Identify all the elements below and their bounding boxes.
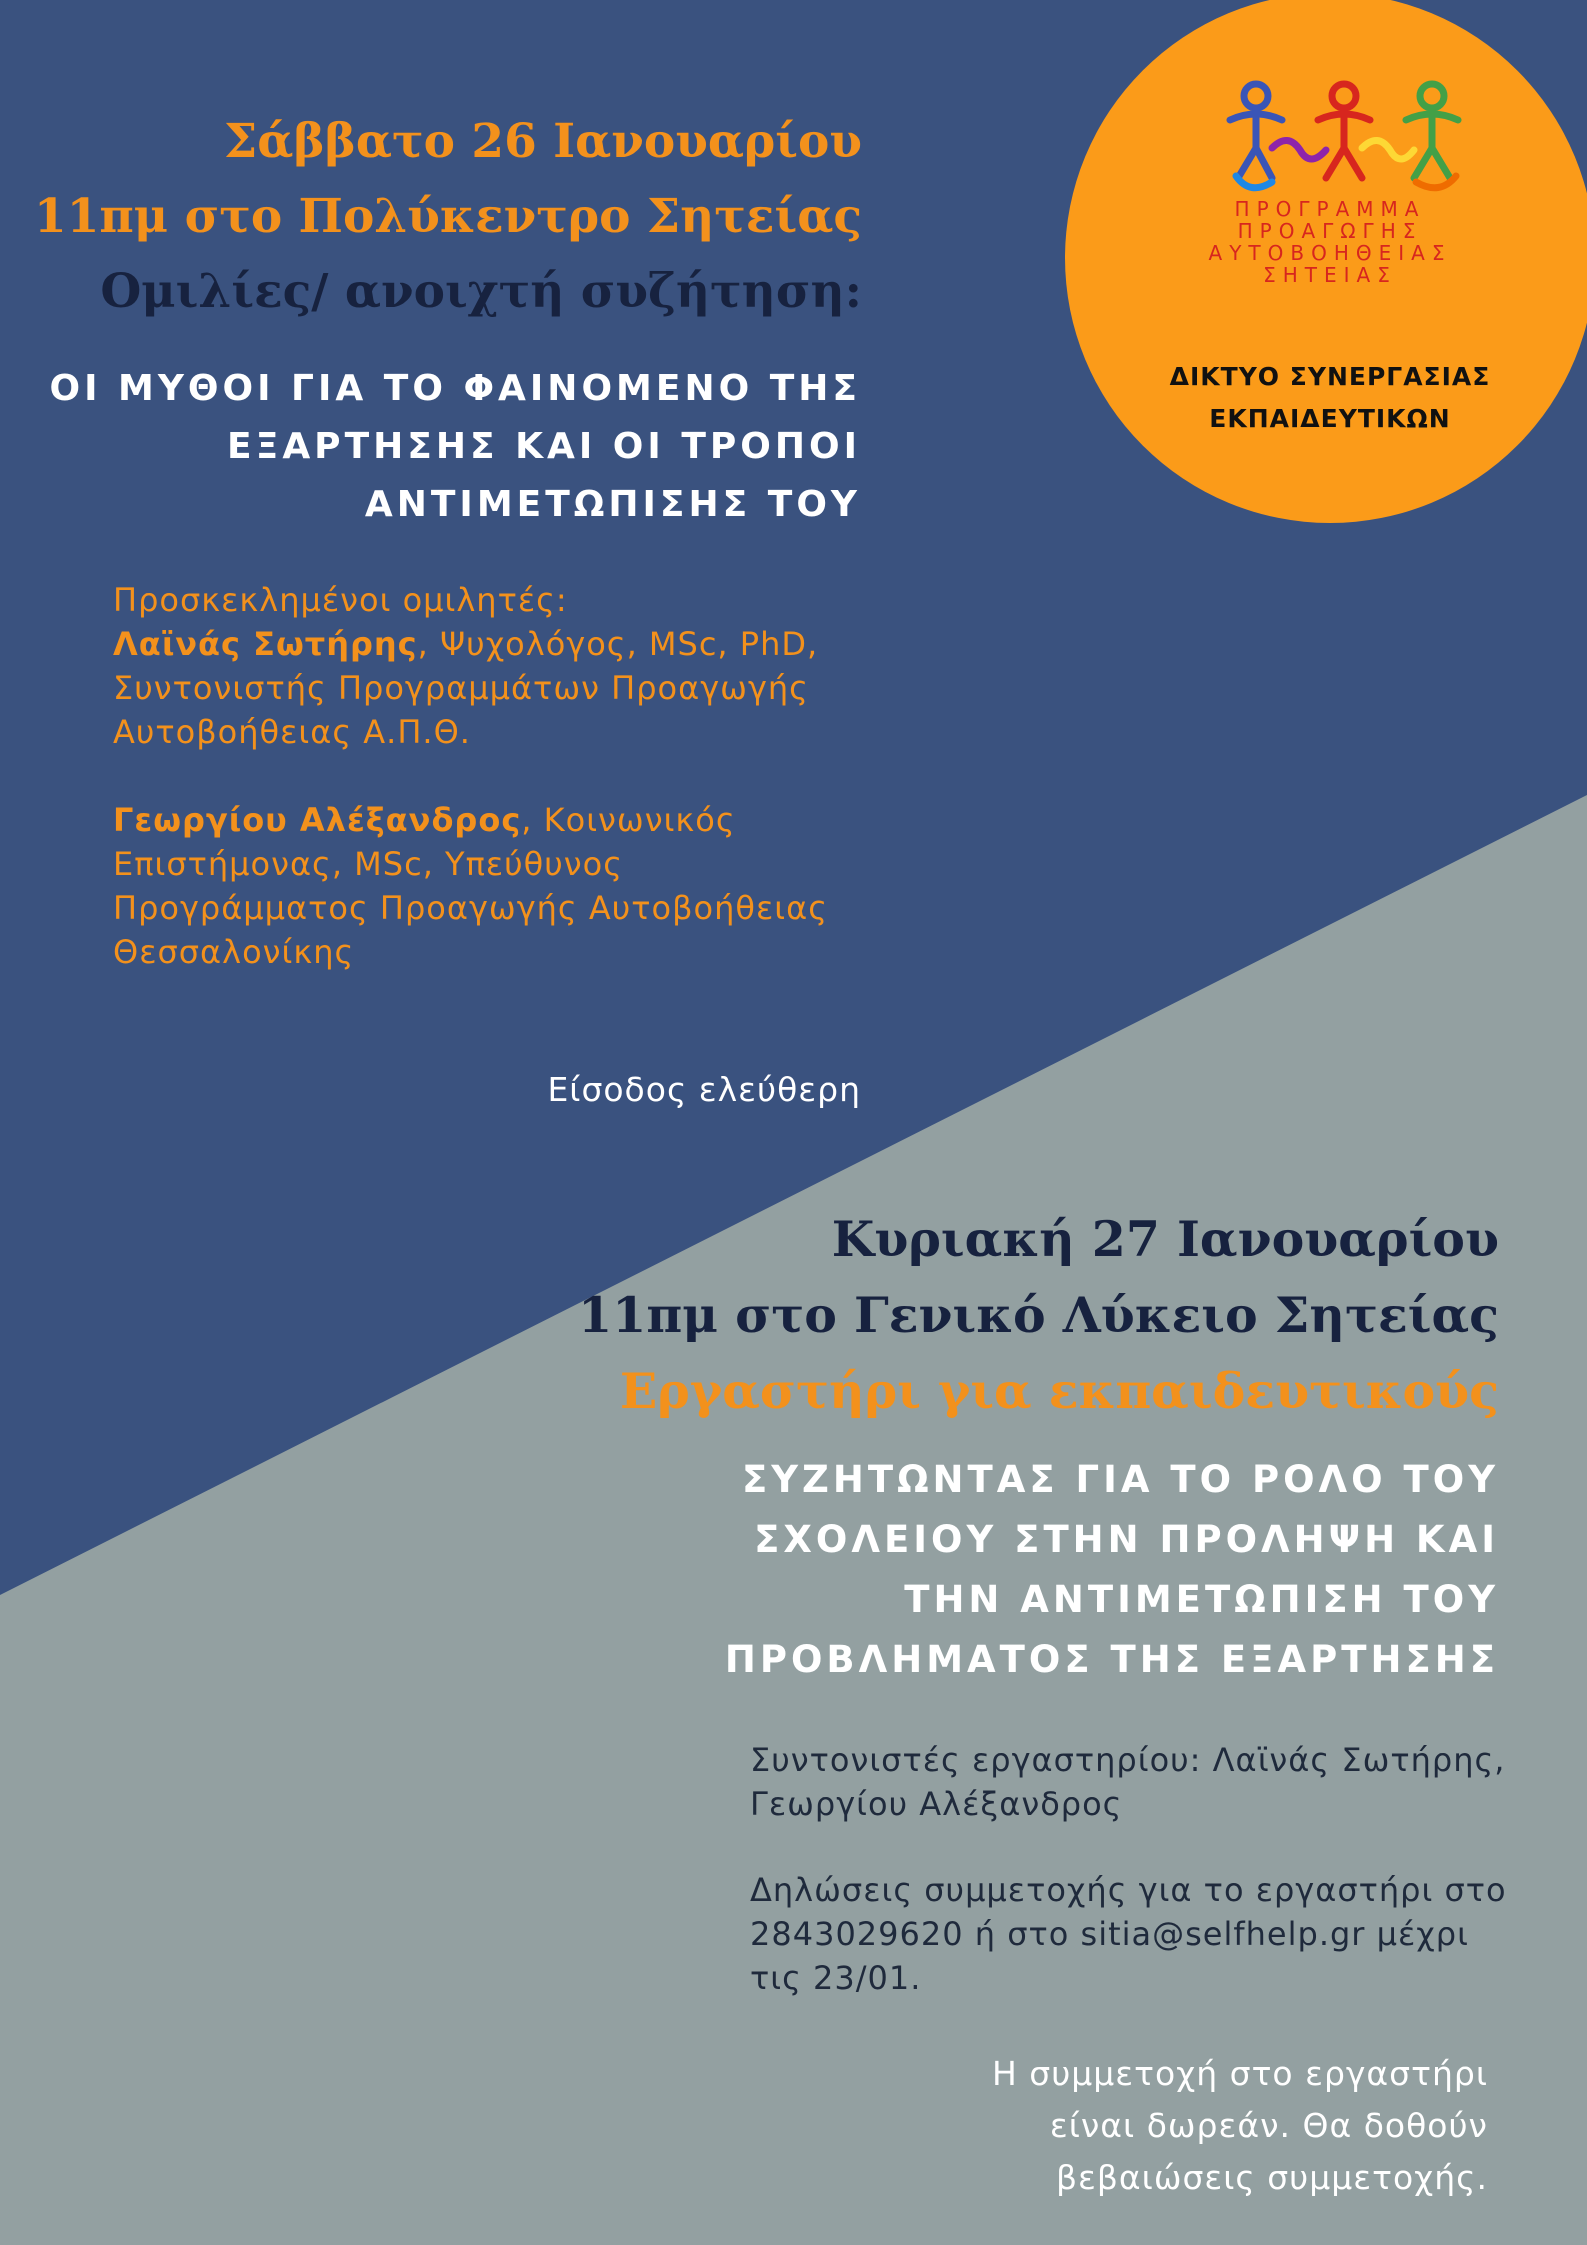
speaker2-line: Προγράμματος Προαγωγής Αυτοβοήθειας <box>113 889 828 927</box>
event1-place: 11πμ στο Πολύκεντρο Σητείας <box>34 189 862 244</box>
event2-title-line: ΤΗΝ ΑΝΤΙΜΕΤΩΠΙΣΗ ΤΟΥ <box>904 1578 1499 1621</box>
event1-entry: Είσοδος ελεύθερη <box>547 1070 861 1109</box>
logo-line: ΠΡΟΑΓΩΓΗΣ <box>1237 219 1423 243</box>
speaker1-name: Λαϊνάς Σωτήρης <box>113 625 418 663</box>
speaker2-line: Επιστήμονας, MSc, Υπεύθυνος <box>113 845 623 883</box>
event2-title-line: ΣΥΖΗΤΩΝΤΑΣ ΓΙΑ ΤΟ ΡΟΛΟ ΤΟΥ <box>741 1458 1499 1501</box>
speaker1-desc: , Ψυχολόγος, MSc, PhD, <box>417 625 819 663</box>
logo-line: ΑΥΤΟΒΟΗΘΕΙΑΣ <box>1208 241 1452 265</box>
speaker1-line: Αυτοβοήθειας Α.Π.Θ. <box>113 713 471 751</box>
event2-title-line: ΣΧΟΛΕΙΟΥ ΣΤΗΝ ΠΡΟΛΗΨΗ ΚΑΙ <box>754 1518 1499 1561</box>
event2-title-line: ΠΡΟΒΛΗΜΑΤΟΣ ΤΗΣ ΕΞΑΡΤΗΣΗΣ <box>724 1638 1499 1681</box>
network-label: ΔΙΚΤΥΟ ΣΥΝΕΡΓΑΣΙΑΣ ΕΚΠΑΙΔΕΥΤΙΚΩΝ <box>1169 362 1491 433</box>
event2-type: Εργαστήρι για εκπαιδευτικούς <box>619 1362 1499 1420</box>
event1-speakers <box>113 578 828 974</box>
logo-text <box>1200 198 1460 286</box>
speakers-heading: Προσκεκλημένοι ομιλητές: <box>113 581 568 619</box>
event2-registration: Δηλώσεις συμμετοχής για το εργαστήρι στο 2843029620 ή στο sitia@selfhelp.gr μέχρι τις 23/01. <box>750 1871 1507 1997</box>
speaker2-desc: , Κοινωνικός <box>521 801 736 839</box>
event1-title <box>49 360 861 534</box>
event1-title-line: ΕΞΑΡΤΗΣΗΣ ΚΑΙ ΟΙ ΤΡΟΠΟΙ <box>226 426 861 467</box>
event1-date: Σάββατο 26 Ιανουαρίου <box>224 114 862 169</box>
spacer <box>113 754 828 798</box>
event2-coordinators: Συντονιστές εργαστηρίου: Λαϊνάς Σωτήρης, Γεωργίου Αλέξανδρος <box>750 1741 1506 1823</box>
event1-title-line: ΟΙ ΜΥΘΟΙ ΓΙΑ ΤΟ ΦΑΙΝΟΜΕΝΟ ΤΗΣ <box>49 368 861 409</box>
speaker1-first-line <box>113 622 828 666</box>
logo-line: ΣΗΤΕΙΑΣ <box>1263 263 1397 287</box>
event1-title-line: ΑΝΤΙΜΕΤΩΠΙΣΗΣ ΤΟΥ <box>364 484 861 525</box>
event1-type: Ομιλίες/ ανοιχτή συζήτηση: <box>100 264 862 319</box>
speaker2-first-line <box>113 798 828 842</box>
speaker2-name: Γεωργίου Αλέξανδρος <box>113 801 522 839</box>
speaker1-line: Συντονιστής Προγραμμάτων Προαγωγής <box>113 669 809 707</box>
event2-free-note: Η συμμετοχή στο εργαστήρι είναι δωρεάν. Θα δοθούν βεβαιώσεις συμμετοχής. <box>991 2054 1488 2197</box>
speaker2-line: Θεσσαλονίκης <box>113 933 355 971</box>
event2-place: 11πμ στο Γενικό Λύκειο Σητείας <box>578 1286 1499 1344</box>
event2-date: Κυριακή 27 Ιανουαρίου <box>831 1210 1499 1268</box>
event2-title <box>725 1450 1499 1690</box>
logo-line: ΠΡΟΓΡΑΜΜΑ <box>1234 197 1426 221</box>
